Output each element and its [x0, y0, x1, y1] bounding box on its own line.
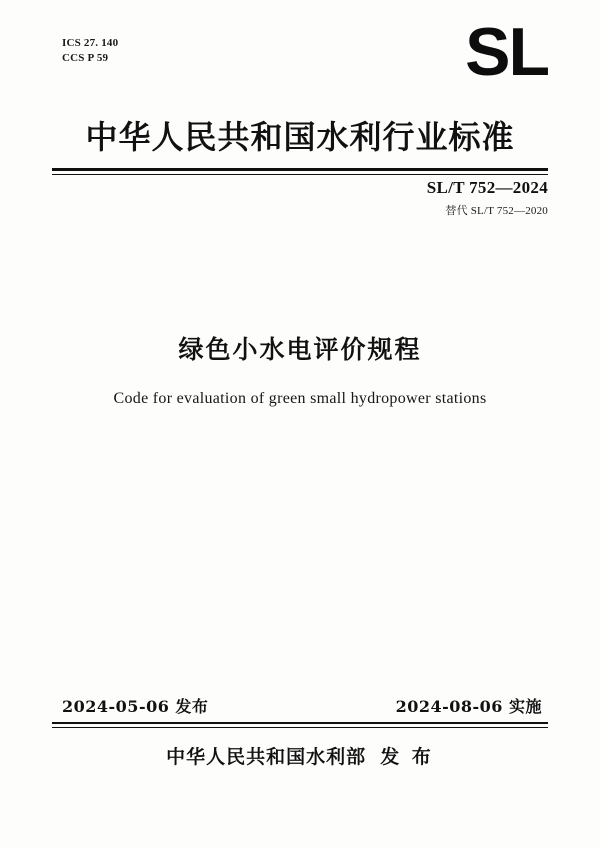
document-title-chinese: 绿色小水电评价规程 — [178, 335, 422, 364]
publisher-name: 中华人民共和国水利部 — [166, 746, 367, 768]
divider-bottom-thick — [52, 722, 548, 724]
classification-codes — [62, 36, 118, 66]
standard-number: SL/T 752—2024 — [426, 178, 548, 197]
document-title-english: Code for evaluation of green small hydropower stations — [113, 390, 487, 407]
publisher-line — [0, 742, 600, 769]
issue-date: 2024-05-06 发布 — [62, 697, 209, 716]
standard-replaces: 替代 SL/T 752—2020 — [445, 205, 548, 217]
publisher-verb: 发 布 — [380, 746, 434, 768]
ics-code: ICS 27. 140 — [62, 37, 119, 49]
effective-date: 2024-08-06 实施 — [395, 697, 542, 716]
divider-top-thick — [52, 168, 548, 171]
series-title: 中华人民共和国水利行业标准 — [85, 118, 515, 156]
divider-bottom-thin — [52, 727, 548, 728]
divider-top-thin — [52, 174, 548, 175]
ccs-code: CCS P 59 — [62, 52, 109, 64]
sl-logo: SL — [465, 14, 548, 90]
